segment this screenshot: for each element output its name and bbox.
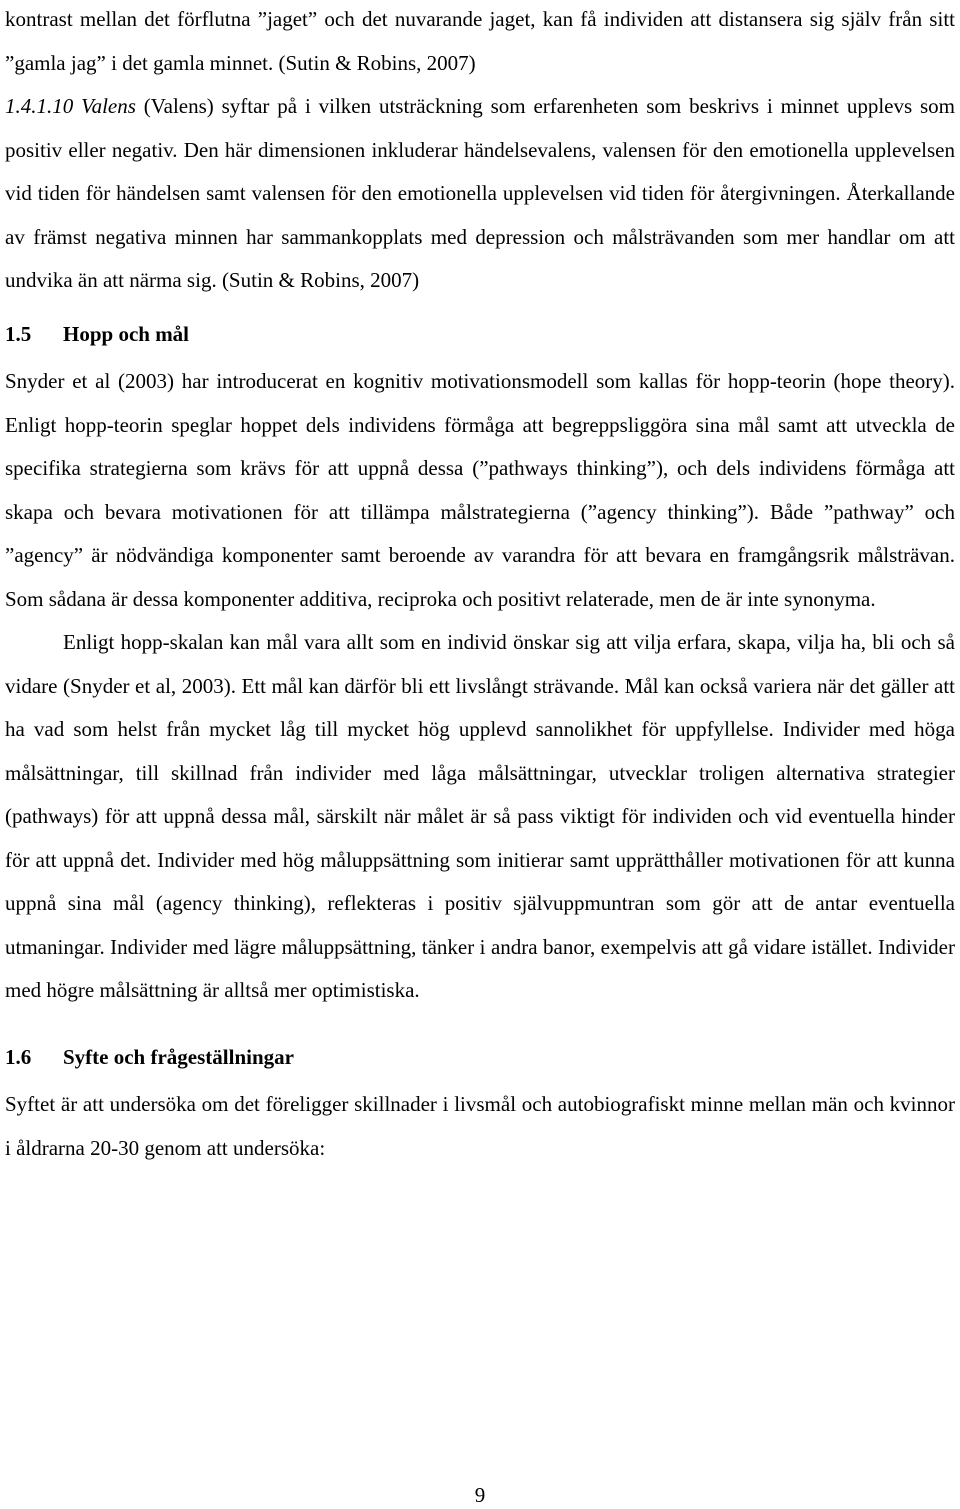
section-number: 1.6 — [5, 1044, 32, 1069]
hope-paragraph-1: Snyder et al (2003) har introducerat en kognitiv motivationsmodell som kallas för hopp-teorin (hope theory). Enligt hopp-teorin speglar hoppet dels individens förmåga att begreppsliggöra sina mål samt att utveckla de specifika strategierna som krävs för att uppnå dessa (”pathways thinking”), och dels individens förmåga att skapa och bevara motivationen för att tillämpa målstrategierna (”agency thinking”). Både ”pathway” och ”agency” är nödvändiga komponenter samt beroende av varandra för att bevara en framgångsrik målsträvan. Som sådana är dessa komponenter additiva, reciproka och positivt relaterade, men de är inte synonyma. — [5, 369, 955, 611]
hope-paragraph-2: Enligt hopp-skalan kan mål vara allt som en individ önskar sig att vilja erfara, skapa, vilja ha, bli och så vidare (Snyder et al, 2003). Ett mål kan därför bli ett livslångt strävande. Mål kan också variera när det gäller att ha vad som helst från mycket låg till mycket hög upplevd sannolikhet för uppfyllelse. Individer med höga målsättningar, till skillnad från individer med låga målsättningar, utvecklar troligen alternativa strategier (pathways) för att uppnå dessa mål, särskilt när målet är så pass viktigt för individen och vid eventuella hinder för att uppnå det. Individer med hög måluppsättning som initierar samt upprätthåller motivationen för att kunna uppnå sina mål (agency thinking), reflekteras i positiv självuppmuntran som gör att de antar eventuella utmaningar. Individer med lägre måluppsättning, tänker i andra banor, exempelvis att gå vidare istället. Individer med högre målsättning är alltså mer optimistiska. — [5, 630, 955, 1002]
valens-paragraph — [5, 85, 955, 303]
page-number: 9 — [474, 1483, 486, 1507]
section-title: Syfte och frågeställningar — [63, 1044, 294, 1069]
valens-body: (Valens) syftar på i vilken utsträckning som erfarenheten som beskrivs i minnet upplevs som positiv eller negativ. Den här dimensionen inkluderar händelsevalens, valensen för den emotionella upplevelsen vid tiden för händelsen samt valensen för den emotionella upplevelsen vid tiden för återgivningen. Återkallande av främst negativa minnen har sammankopplats med depression och målsträvanden som mer handlar om att undvika än att närma sig. (Sutin & Robins, 2007) — [5, 94, 955, 292]
valens-heading: 1.4.1.10 Valens — [5, 94, 136, 118]
section-heading-1-6 — [5, 1036, 955, 1080]
purpose-paragraph: Syftet är att undersöka om det föreligger skillnader i livsmål och autobiografiskt minne mellan män och kvinnor i åldrarna 20-30 genom att undersöka: — [5, 1092, 955, 1160]
continuation-paragraph: kontrast mellan det förflutna ”jaget” och det nuvarande jaget, kan få individen att distansera sig själv från sitt ”gamla jag” i det gamla minnet. (Sutin & Robins, 2007) — [5, 7, 955, 75]
section-number: 1.5 — [5, 321, 32, 346]
section-title: Hopp och mål — [63, 321, 190, 346]
document-page — [5, 0, 955, 1509]
section-heading-1-5 — [5, 313, 955, 357]
